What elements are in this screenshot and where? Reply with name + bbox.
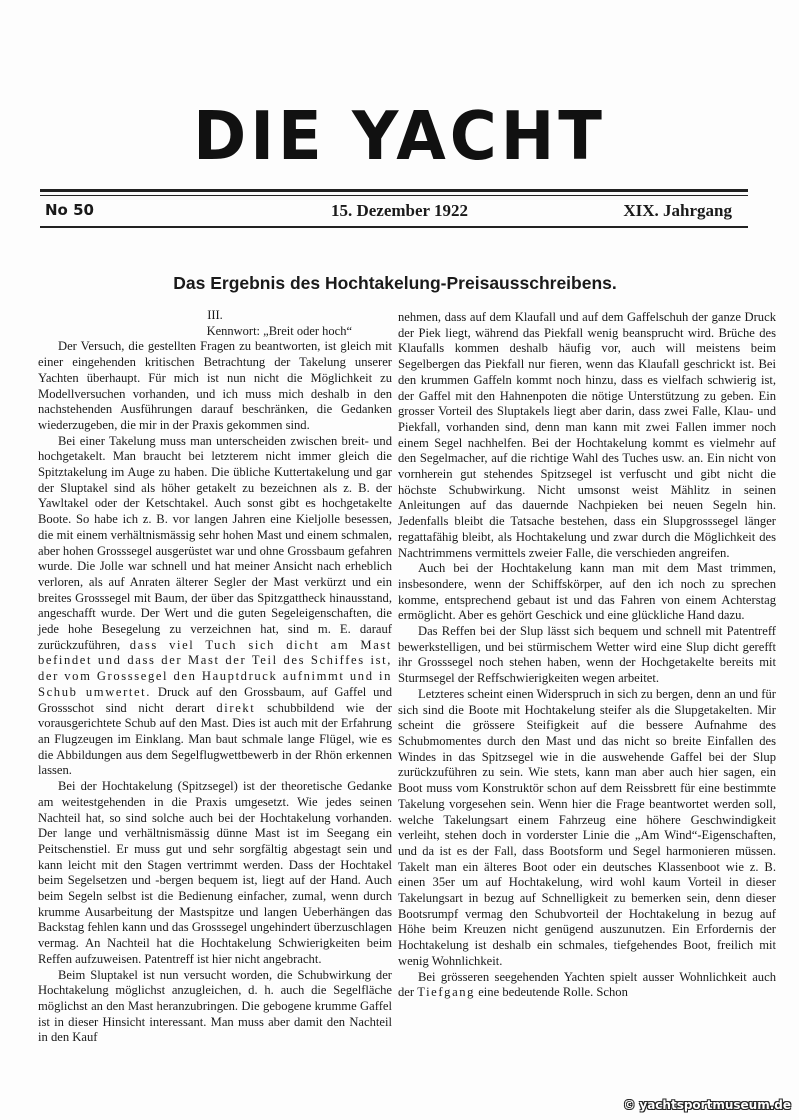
paragraph-text: Bei grösseren seegehenden Yachten spielt ausser Wohnlichkeit auch der bbox=[398, 969, 776, 1000]
watermark: © yachtsportmuseum.de bbox=[623, 1098, 791, 1112]
header-rule-top bbox=[40, 189, 748, 192]
paragraph-text: Bei der Hochtakelung (Spitzsegel) ist der theoretische Gedanke am weitestgehenden in die Praxis umgesetzt. Wie jedes seinen Nachteil hat, so sind solche auch bei der Hochtakelung vorhanden. Der lange und verhältnismässig dünne Mast ist im Seegang ein Peitschenstiel. Er muss gut und sehr sorgfältig abgestagt sein und kann leicht mit den Stagen vertrimmt werden. Dass der Hochtakel beim Segelsetzen und -bergen bequem ist, liegt auf der Hand. Auch beim Segeln selbst ist die Bedienung einfacher, zumal, wenn durch krumme Ausarbeitung der Mastspitze und langen Ueberhängen das Backstag fehlen kann und das Grosssegel ungehindert überzuschlagen vermag. An Nachteil hat die Hochtakelung Schwierigkeiten beim Reffen aufzuweisen. Patentreff ist hier nicht angebracht. bbox=[38, 779, 392, 966]
right-column-body bbox=[398, 310, 776, 1001]
paragraph bbox=[38, 434, 392, 779]
paragraph bbox=[398, 970, 776, 1001]
spaced-emphasis-text: Tiefgang bbox=[417, 985, 476, 1000]
header-rule-bottom bbox=[40, 226, 748, 228]
issue-volume: XIX. Jahrgang bbox=[623, 201, 732, 220]
section-number: III. bbox=[207, 308, 223, 322]
paragraph bbox=[38, 779, 392, 967]
issue-date: 15. Dezember 1922 bbox=[330, 201, 469, 220]
paragraph bbox=[398, 310, 776, 561]
paragraph bbox=[38, 968, 392, 1047]
paragraph-text: Druck auf den Grossbaum, auf Gaffel und Grossschot sind nicht derart bbox=[38, 684, 392, 715]
paragraph-text: nehmen, dass auf dem Klaufall und auf dem Gaffelschuh der ganze Druck der Piek liegt, während das Piekfall wenig beansprucht wird. Brüche des Klaufalls kommen deshalb häufig vor, auch will meistens beim Segelbergen das Piekfall nur fieren, wenn das Klaufall geschrickt ist. Bei den krummen Gaffeln kommt noch hinzu, dass es vielfach schwierig ist, der Gaffel mit den Hahnenpoten die nötige Unterstützung zu geben. Ein grosser Vorteil des Sluptakels liegt aber darin, dass zwei Falle, Klau- und Piekfall, vorhanden sind, denn man kann mit zwei Fallen immer noch einem Segel nachhelfen. Bei der Hochtakelung kommt es vielmehr auf den Segelmacher, auf die richtige Wahl des Tuches usw. an. Ein nicht von vornherein gut stehendes Spitzsegel ist verfuscht und gibt nicht die höchste Schubwirkung. Nicht umsonst weist Mählitz in seinen Anleitungen auf das dauernde Nachpieken bei neuen Segeln hin. Jedenfalls bleibt die Tatsache bestehen, dass ein Slupgrosssegel länger regattafähig bleibt, als Hochtakelung und zwar durch die Möglichkeit des Nachtrimmens vermittels zweier Falle, die verschieden angreifen. bbox=[398, 310, 776, 560]
spaced-emphasis-text: direkt bbox=[216, 700, 256, 715]
paragraph bbox=[38, 339, 392, 433]
paragraph-text: Auch bei der Hochtakelung kann man mit dem Mast trimmen, insbesondere, wenn der Schiffskörper, auf den ich noch zu sprechen komme, entsprechend gebaut ist und das Fahren von einem Achterstag ermöglicht. Aber es gehört Geschick und eine glückliche Hand dazu. bbox=[398, 561, 776, 623]
right-column bbox=[398, 310, 776, 1001]
masthead-title: DIE YACHT bbox=[193, 98, 606, 176]
paragraph bbox=[398, 624, 776, 687]
left-column bbox=[38, 308, 392, 1046]
left-column-body bbox=[38, 339, 392, 1046]
paragraph bbox=[398, 561, 776, 624]
issue-number: No 50 bbox=[45, 201, 94, 219]
paragraph-text: Beim Sluptakel ist nun versucht worden, die Schubwirkung der Hochtakelung möglichst anzugleichen, d. h. auch die Segelfläche möglichst an den Mast heranzubringen. Die gebogene krumme Gaffel ist in dieser Hinsicht interessant. Man muss aber damit den Nachteil in den Kauf bbox=[38, 967, 392, 1045]
header-rule-thin bbox=[40, 195, 748, 196]
paragraph-text: Letzteres scheint einen Widerspruch in sich zu bergen, denn an und für sich sind die Boote mit Hochtakelung steifer als die Slupgetakelten. Mir scheint die grössere Steifigkeit auf die bessere Aufnahme des Schubmomentes durch den Mast und das nicht so breite Einfallen des Windes in das Spitzsegel wie in die auswehende Gaffel bei der Slup zurückzuführen zu sein. Wie stets, kann man aber auch hier sagen, ein Boot muss vom Konstruktör schon auf dem Reissbrett für eine bestimmte Takelung vorgesehen sein. Wenn hier die Frage beantwortet werden soll, welche Takelungsart einem Fahrzeug eine höhere Geschwindigkeit verleiht, stehen doch in vorderster Linie die „Am Wind“-Eigenschaften, und da ist es der Fall, dass Bootsform und Segel harmonieren müssen. Takelt man ein älteres Boot oder ein deutsches Klassenboot wie z. B. einen 35er um auf Hochtakelung, wird wohl kaum Vorteil in dieser Takelungsart in bezug auf Schnelligkeit zu bemerken sein, denn dieser Bootsrumpf vermag den Schubvorteil der Hochtakelung in bezug auf Höhe beim Kreuzen nicht genügend auszunutzen. Ein Erfordernis der Hochtakelung ist deshalb ein schmales, tiefgehendes Boot, freilich mit wenig Wohnlichkeit. bbox=[398, 686, 776, 968]
paragraph-text: eine bedeutende Rolle. Schon bbox=[475, 985, 628, 1000]
paragraph-text: Das Reffen bei der Slup lässt sich bequem und schnell mit Patentreff bewerkstelligen, und bei stürmischem Wetter wird eine Slup dicht gerefft ihr Grosssegel noch stehen haben, wenn der Hochgetakelte bereits mit Sturmsegel der Reffschwierigkeiten wegen arbeitet. bbox=[398, 624, 776, 686]
paragraph-text: schubbildend wie der vorausgerichtete Schub auf den Mast. Dies ist auch mit der Erfahrung an Flugzeugen im Einklang. Man baut schmale lange Flügel, wie es die Abbildungen aus dem Segelflugwettbewerb in der Rhön erkennen lassen. bbox=[38, 700, 392, 778]
article-title: Das Ergebnis des Hochtakelung-Preisausschreibens. bbox=[173, 273, 617, 293]
paragraph-text: Bei einer Takelung muss man unterscheiden zwischen breit- und hochgetakelt. Man braucht bei letzterem nicht immer gleich die Spitztakelung im Auge zu haben. Die übliche Kuttertakelung und gar der Sluptakel sind als höher getakelt zu bezeichnen als z. B. der Yawltakel oder der Ketschtakel. Auch sonst gibt es hochgetakelte Boote. So habe ich z. B. vor langen Jahren eine Kieljolle besessen, die mit einem verhältnismässig sehr hohen Mast und einem schmalen, aber hohen Grosssegel ausgerüstet war und ohne Grossbaum gefahren wurde. Die Jolle war schnell und hat meiner Ansicht nach erheblich verloren, als auf Anraten älterer Segler der Mast verkürzt und ein breites Grosssegel mit Baum, der über das Spitzgattheck hinausstand, angeschafft wurde. Der Wert und die guten Segeleigenschaften, die jede hohe Besegelung zu verzeichnen hat, sind m. E. darauf zurückzuführen, bbox=[38, 433, 392, 652]
paragraph bbox=[398, 687, 776, 970]
paragraph-text: Der Versuch, die gestellten Fragen zu beantworten, ist gleich mit einer eingehenden kritischen Betrachtung der Takelung unserer Yachten überhaupt. Für mich ist nun nicht die Möglichkeit zu Modellversuchen vorhanden, und ich muss mich deshalb in den nachstehenden Ausführungen darauf beschränken, die Gedanken wiederzugeben, die mir in der Praxis gekommen sind. bbox=[38, 339, 392, 432]
spaced-emphasis-text: dass viel Tuch sich dicht am Mast befindet und dass der Mast der Teil des Schiffes ist, der vom Grosssegel den Hauptdruck aufnimmt und in Schub umwertet. bbox=[38, 637, 392, 699]
kennwort: Kennwort: „Breit oder hoch“ bbox=[206, 323, 352, 338]
